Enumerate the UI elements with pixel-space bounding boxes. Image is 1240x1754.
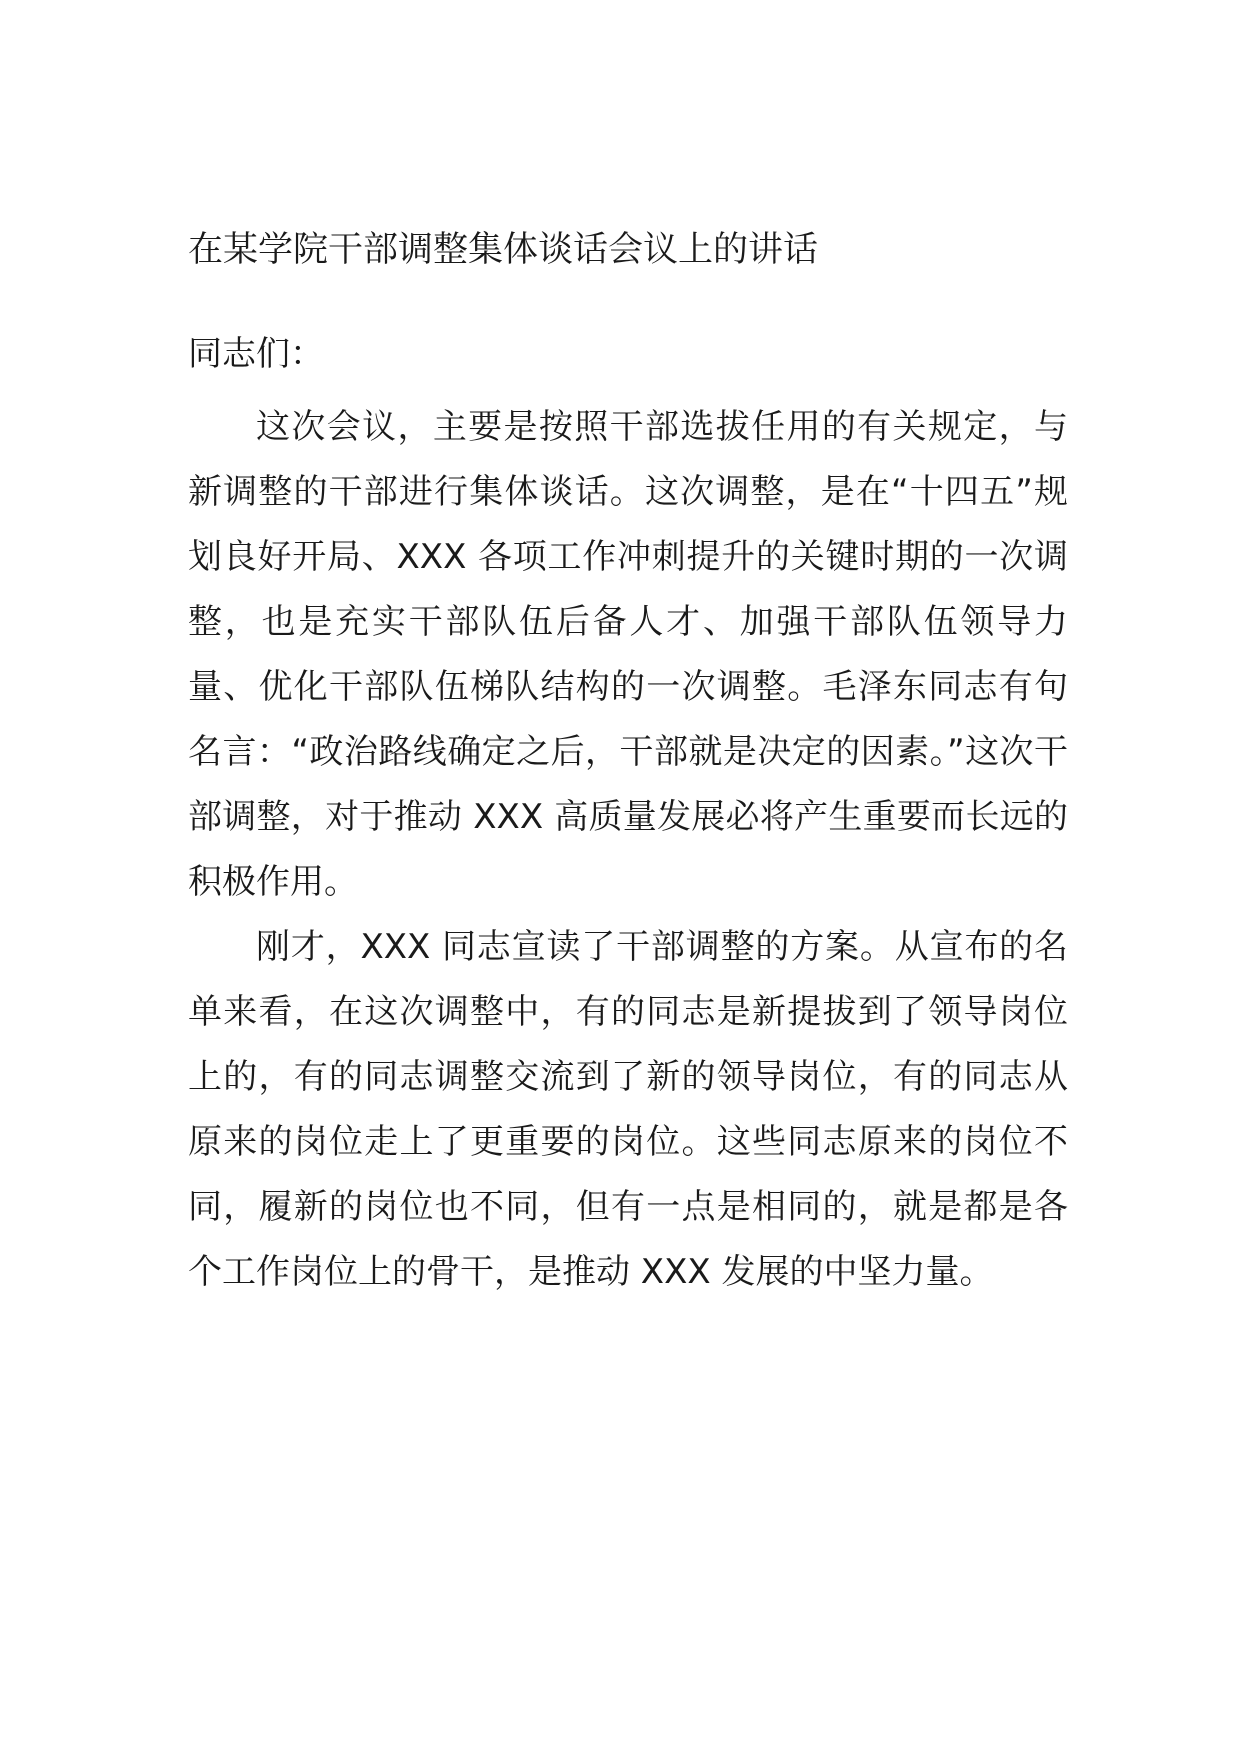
document-body (188, 395, 1068, 1305)
paragraph-2: 刚才，XXX 同志宣读了干部调整的方案。从宣布的名单来看，在这次调整中，有的同志是新提拔到了领导岗位上的，有的同志调整交流到了新的领导岗位，有的同志从原来的岗位走上了更重要的岗位。这些同志原来的岗位不同，履新的岗位也不同，但有一点是相同的，就是都是各个工作岗位上的骨干，是推动 XXX 发展的中坚力量。 (188, 927, 1068, 1292)
document-title: 在某学院干部调整集体谈话会议上的讲话 (188, 230, 819, 270)
greeting: 同志们： (188, 334, 324, 374)
paragraph-1: 这次会议，主要是按照干部选拔任用的有关规定，与新调整的干部进行集体谈话。这次调整，是在“十四五”规划良好开局、XXX 各项工作冲刺提升的关键时期的一次调整，也是充实干部队伍后备人才、加强干部队伍领导力量、优化干部队伍梯队结构的一次调整。毛泽东同志有句名言：“政治路线确定之后，干部就是决定的因素。”这次干部调整，对于推动 XXX 高质量发展必将产生重要而长远的积极作用。 (188, 407, 1068, 902)
